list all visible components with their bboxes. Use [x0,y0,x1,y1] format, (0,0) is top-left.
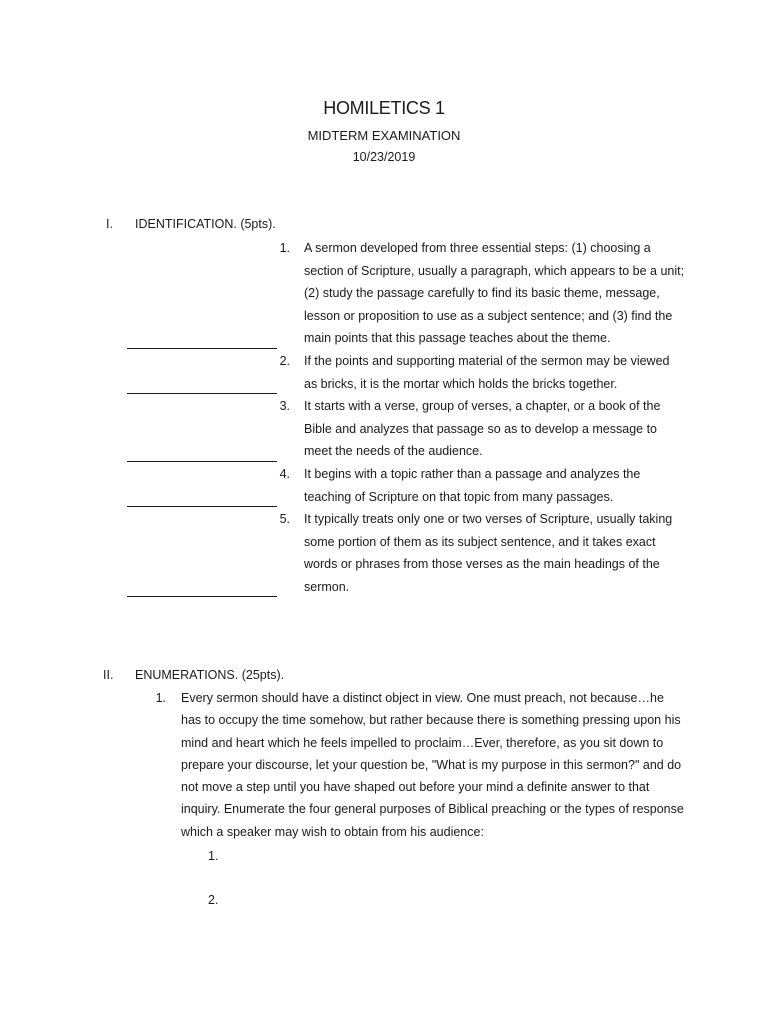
answer-blank-4[interactable] [127,506,277,507]
question-3-number: 3. [279,399,290,413]
answer-blank-2[interactable] [127,393,277,394]
enum-question-1-text: Every sermon should have a distinct object in view. One must preach, not because…he has to occupy the time somehow, but rather because there is something pressing upon his mind and heart which he feels impelled to proclaim…Ever, therefore, as you sit down to prepare your discourse, let your question be, "What is my purpose in this sermon?" and do not move a step until you have shaped out before your mind a definite answer to that inquiry. Enumerate the four general purposes of Biblical preaching or the types of response which a speaker may wish to obtain from his audience: [181,691,684,839]
section-2-title: ENUMERATIONS. (25pts). [135,668,285,682]
exam-title: HOMILETICS 1 [323,98,445,118]
question-1-text: A sermon developed from three essential steps: (1) choosing a section of Scripture, usually a paragraph, which appears to be a unit; (2) study the passage carefully to find its basic theme, message, lesson or proposition to use as a subject sentence; and (3) find the main points that this passage teaches about the theme. [304,241,685,345]
section-1-number: I. [106,217,113,231]
enum-question-1-number: 1. [155,691,166,705]
exam-date: 10/23/2019 [352,150,416,164]
answer-blank-5[interactable] [127,596,277,597]
question-3-text: It starts with a verse, group of verses, a chapter, or a book of the Bible and analyzes that passage so as to develop a message to meet the needs of the audience. [304,399,661,458]
answer-blank-3[interactable] [127,461,277,462]
question-2-text: If the points and supporting material of the sermon may be viewed as bricks, it is the mortar which holds the bricks together. [304,354,670,391]
question-2-number: 2. [279,354,290,368]
enum-answer-1-label: 1. [208,849,219,863]
question-5-number: 5. [279,512,290,526]
answer-blank-1[interactable] [127,348,277,349]
section-1-title: IDENTIFICATION. (5pts). [135,217,276,231]
question-4-text: It begins with a topic rather than a passage and analyzes the teaching of Scripture on that topic from many passages. [304,467,641,504]
question-4-number: 4. [279,467,290,481]
question-5-text: It typically treats only one or two verses of Scripture, usually taking some portion of them as its subject sentence, and it takes exact words or phrases from those verses as the main headings of the sermon. [304,512,673,594]
enum-answer-2-label: 2. [208,893,219,907]
question-1-number: 1. [279,241,290,255]
exam-subtitle: MIDTERM EXAMINATION [307,128,461,143]
section-2-number: II. [103,668,114,682]
